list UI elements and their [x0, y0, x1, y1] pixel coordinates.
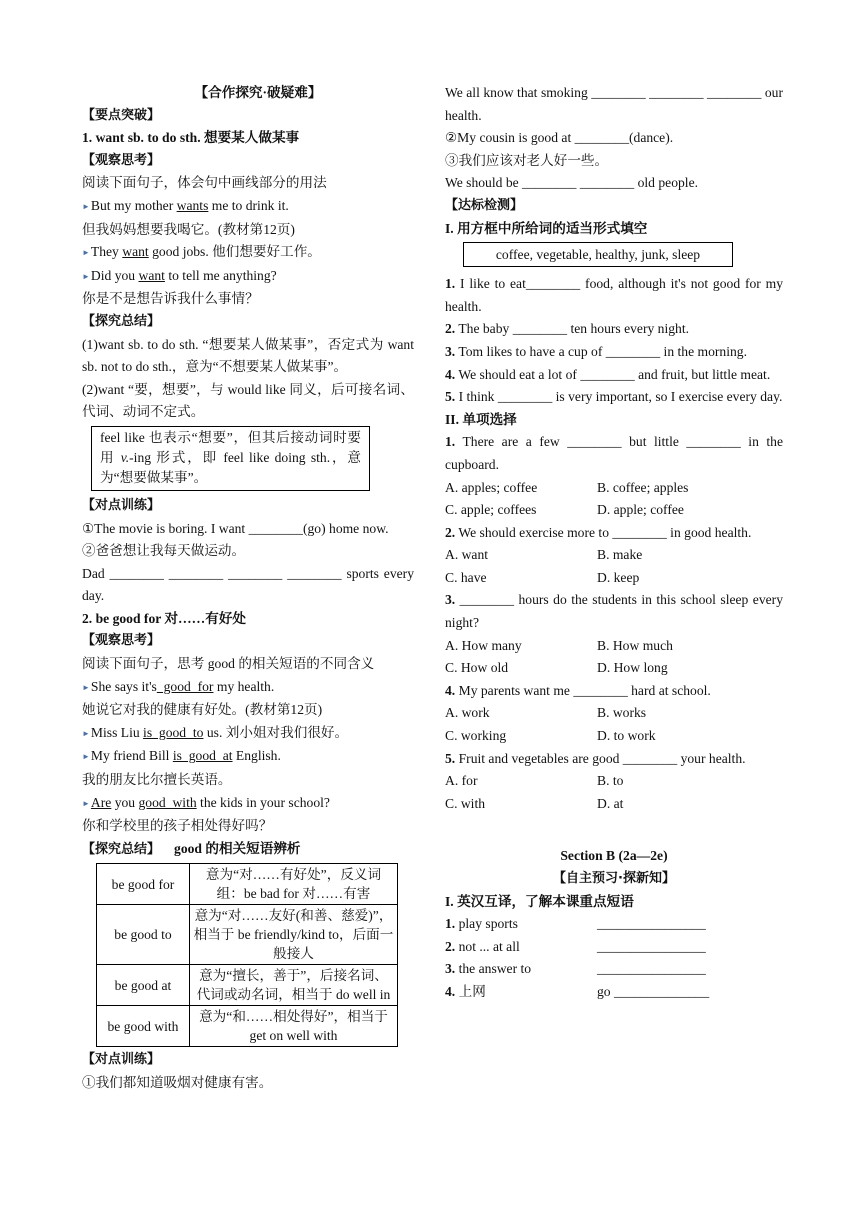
- exercise-item: ②爸爸想让我每天做运动。: [82, 543, 246, 559]
- triangle-bullet-icon: ►: [82, 248, 90, 258]
- phrase-item: 1. play sports ________________: [445, 916, 706, 932]
- observe-label-1: 【观察思考】: [82, 152, 161, 168]
- summary-label-1: 【探究总结】: [82, 313, 161, 329]
- fill-question: 1. I like to eat________ food, although it's not good for my health.: [445, 276, 783, 314]
- triangle-bullet-icon: ►: [82, 728, 90, 738]
- fill-question: 4. We should eat a lot of ________ and fruit, but little meat.: [445, 366, 771, 382]
- triangle-bullet-icon: ►: [82, 682, 90, 692]
- mc-options: A. apples; coffee B. coffee; apples: [445, 479, 689, 495]
- fill-question: 5. I think ________ is very important, so I exercise every day.: [445, 389, 783, 405]
- table-row: [97, 965, 398, 1006]
- summary-point-1: (1)want sb. to do sth. “想要某人做某事”，否定式为 want sb. not to do sth.，意为“不想要某人做某事”。: [82, 336, 414, 375]
- meaning-cell: 意为“对……有好处”，反义词组：be bad for 对……有害: [190, 864, 398, 905]
- example-translation: 你是不是想告诉我什么事情？: [82, 291, 259, 307]
- phrase-cell: be good at: [97, 965, 190, 1006]
- triangle-bullet-icon: ►: [82, 752, 90, 762]
- part-1-title: I. 用方框中所给词的适当形式填空: [445, 220, 648, 236]
- mc-options: C. How old D. How long: [445, 660, 668, 676]
- phrase-item: 4. 上网 go ______________: [445, 983, 710, 999]
- summary-label-2: 【探究总结】 good 的相关短语辨析: [82, 840, 301, 857]
- note-box: feel like 也表示“想要”，但其后接动词时要用 v.-ing 形式，即 feel like doing sth.，意为“想要做某事”。: [91, 426, 370, 491]
- example-sentence: ►She says it's good for my health.: [82, 678, 275, 694]
- summary-point-2: (2)want “要，想要”，与 would like 同义，后可接名词、代词、动词不定式。: [82, 381, 414, 420]
- exercise-item: ①我们都知道吸烟对健康有害。: [82, 1075, 273, 1090]
- fill-question: 2. The baby ________ ten hours every night.: [445, 321, 690, 337]
- exercise-item: ②My cousin is good at ________(dance).: [445, 130, 674, 146]
- mc-question: 3. ________ hours do the students in this school sleep every night?: [445, 592, 783, 631]
- practice-label-1: 【对点训练】: [82, 497, 161, 513]
- test-label: 【达标检测】: [445, 197, 524, 213]
- mc-options: A. for B. to: [445, 773, 624, 789]
- example-translation: 你和学校里的孩子相处得好吗？: [82, 818, 273, 834]
- left-column: [82, 82, 414, 1095]
- mc-options: C. apple; coffees D. apple; coffee: [445, 502, 684, 518]
- meaning-cell: 意为“和……相处得好”，相当于 get on well with: [190, 1006, 398, 1047]
- triangle-bullet-icon: ►: [82, 271, 90, 281]
- example-translation: 我的朋友比尔擅长英语。: [82, 772, 232, 788]
- example-sentence: ►Did you want to tell me anything?: [82, 267, 277, 283]
- observe-instruction-1: 阅读下面句子，体会句中画线部分的用法: [82, 175, 327, 191]
- point-1-title: 1. want sb. to do sth. 想要某人做某事: [82, 130, 300, 146]
- part-3-title: I. 英汉互译，了解本课重点短语: [445, 893, 634, 909]
- phrase-cell: be good to: [97, 905, 190, 965]
- exercise-item: Dad ________ ________ ________ ________ sports every day.: [82, 565, 414, 604]
- key-points-label: 【要点突破】: [82, 107, 161, 123]
- mc-options: C. have D. keep: [445, 569, 640, 585]
- mc-question: 4. My parents want me ________ hard at school.: [445, 682, 711, 698]
- triangle-bullet-icon: ►: [82, 201, 90, 211]
- phrase-cell: be good for: [97, 864, 190, 905]
- word-box: coffee, vegetable, healthy, junk, sleep: [463, 242, 733, 267]
- mc-question: 1. There are a few ________ but little ________ in the cupboard.: [445, 434, 783, 472]
- observe-instruction-2: 阅读下面句子，思考 good 的相关短语的不同含义: [82, 656, 375, 672]
- example-sentence: ►But my mother wants me to drink it.: [82, 197, 289, 213]
- table-row: [97, 1006, 398, 1047]
- triangle-bullet-icon: ►: [82, 798, 90, 808]
- good-phrases-table: [96, 863, 398, 1047]
- exercise-item: ③我们应该对老人好一些。: [445, 152, 609, 168]
- meaning-cell: 意为“擅长，善于”，后接名词、代词或动名词，相当于 do well in: [190, 965, 398, 1006]
- example-sentence: ►Miss Liu is good to us. 刘小姐对我们很好。: [82, 724, 349, 740]
- example-sentence: ►My friend Bill is good at English.: [82, 748, 281, 764]
- mc-question: 2. We should exercise more to ________ in good health.: [445, 524, 752, 540]
- point-2-title: 2. be good for 对……有好处: [82, 610, 247, 626]
- example-sentence: ►Are you good with the kids in your school?: [82, 794, 330, 810]
- table-row: [97, 905, 398, 965]
- mc-options: C. with D. at: [445, 795, 624, 811]
- mc-options: A. want B. make: [445, 547, 643, 563]
- part-2-title: II. 单项选择: [445, 411, 517, 427]
- practice-label-2: 【对点训练】: [82, 1052, 161, 1068]
- phrase-cell: be good with: [97, 1006, 190, 1047]
- exercise-item: We all know that smoking ________ ________ ________ our health.: [445, 85, 783, 123]
- fill-question: 3. Tom likes to have a cup of ________ in the morning.: [445, 343, 747, 359]
- section-heading: 【合作探究·破疑难】: [194, 85, 322, 100]
- table-row: [97, 864, 398, 905]
- phrase-item: 2. not ... at all ________________: [445, 938, 706, 954]
- right-column: [445, 82, 783, 1004]
- example-translation: 但我妈妈想要我喝它。(教材第12页): [82, 221, 295, 237]
- meaning-cell: 意为“对……友好(和善、慈爱)”，相当于 be friendly/kind to，后面一般接人: [190, 905, 398, 965]
- mc-options: A. How many B. How much: [445, 637, 673, 653]
- observe-label-2: 【观察思考】: [82, 633, 161, 649]
- mc-options: A. work B. works: [445, 705, 647, 721]
- example-translation: 她说它对我的健康有好处。(教材第12页): [82, 702, 323, 718]
- exercise-item: ①The movie is boring. I want ________(go) home now.: [82, 520, 389, 536]
- exercise-item: We should be ________ ________ old people.: [445, 175, 699, 191]
- mc-options: C. working D. to work: [445, 728, 656, 744]
- example-sentence: ►They want good jobs. 他们想要好工作。: [82, 244, 321, 260]
- preview-label: 【自主预习·探新知】: [553, 871, 675, 886]
- mc-question: 5. Fruit and vegetables are good ________ your health.: [445, 750, 746, 766]
- section-b-title: Section B (2a—2e): [560, 848, 668, 864]
- phrase-item: 3. the answer to ________________: [445, 961, 706, 977]
